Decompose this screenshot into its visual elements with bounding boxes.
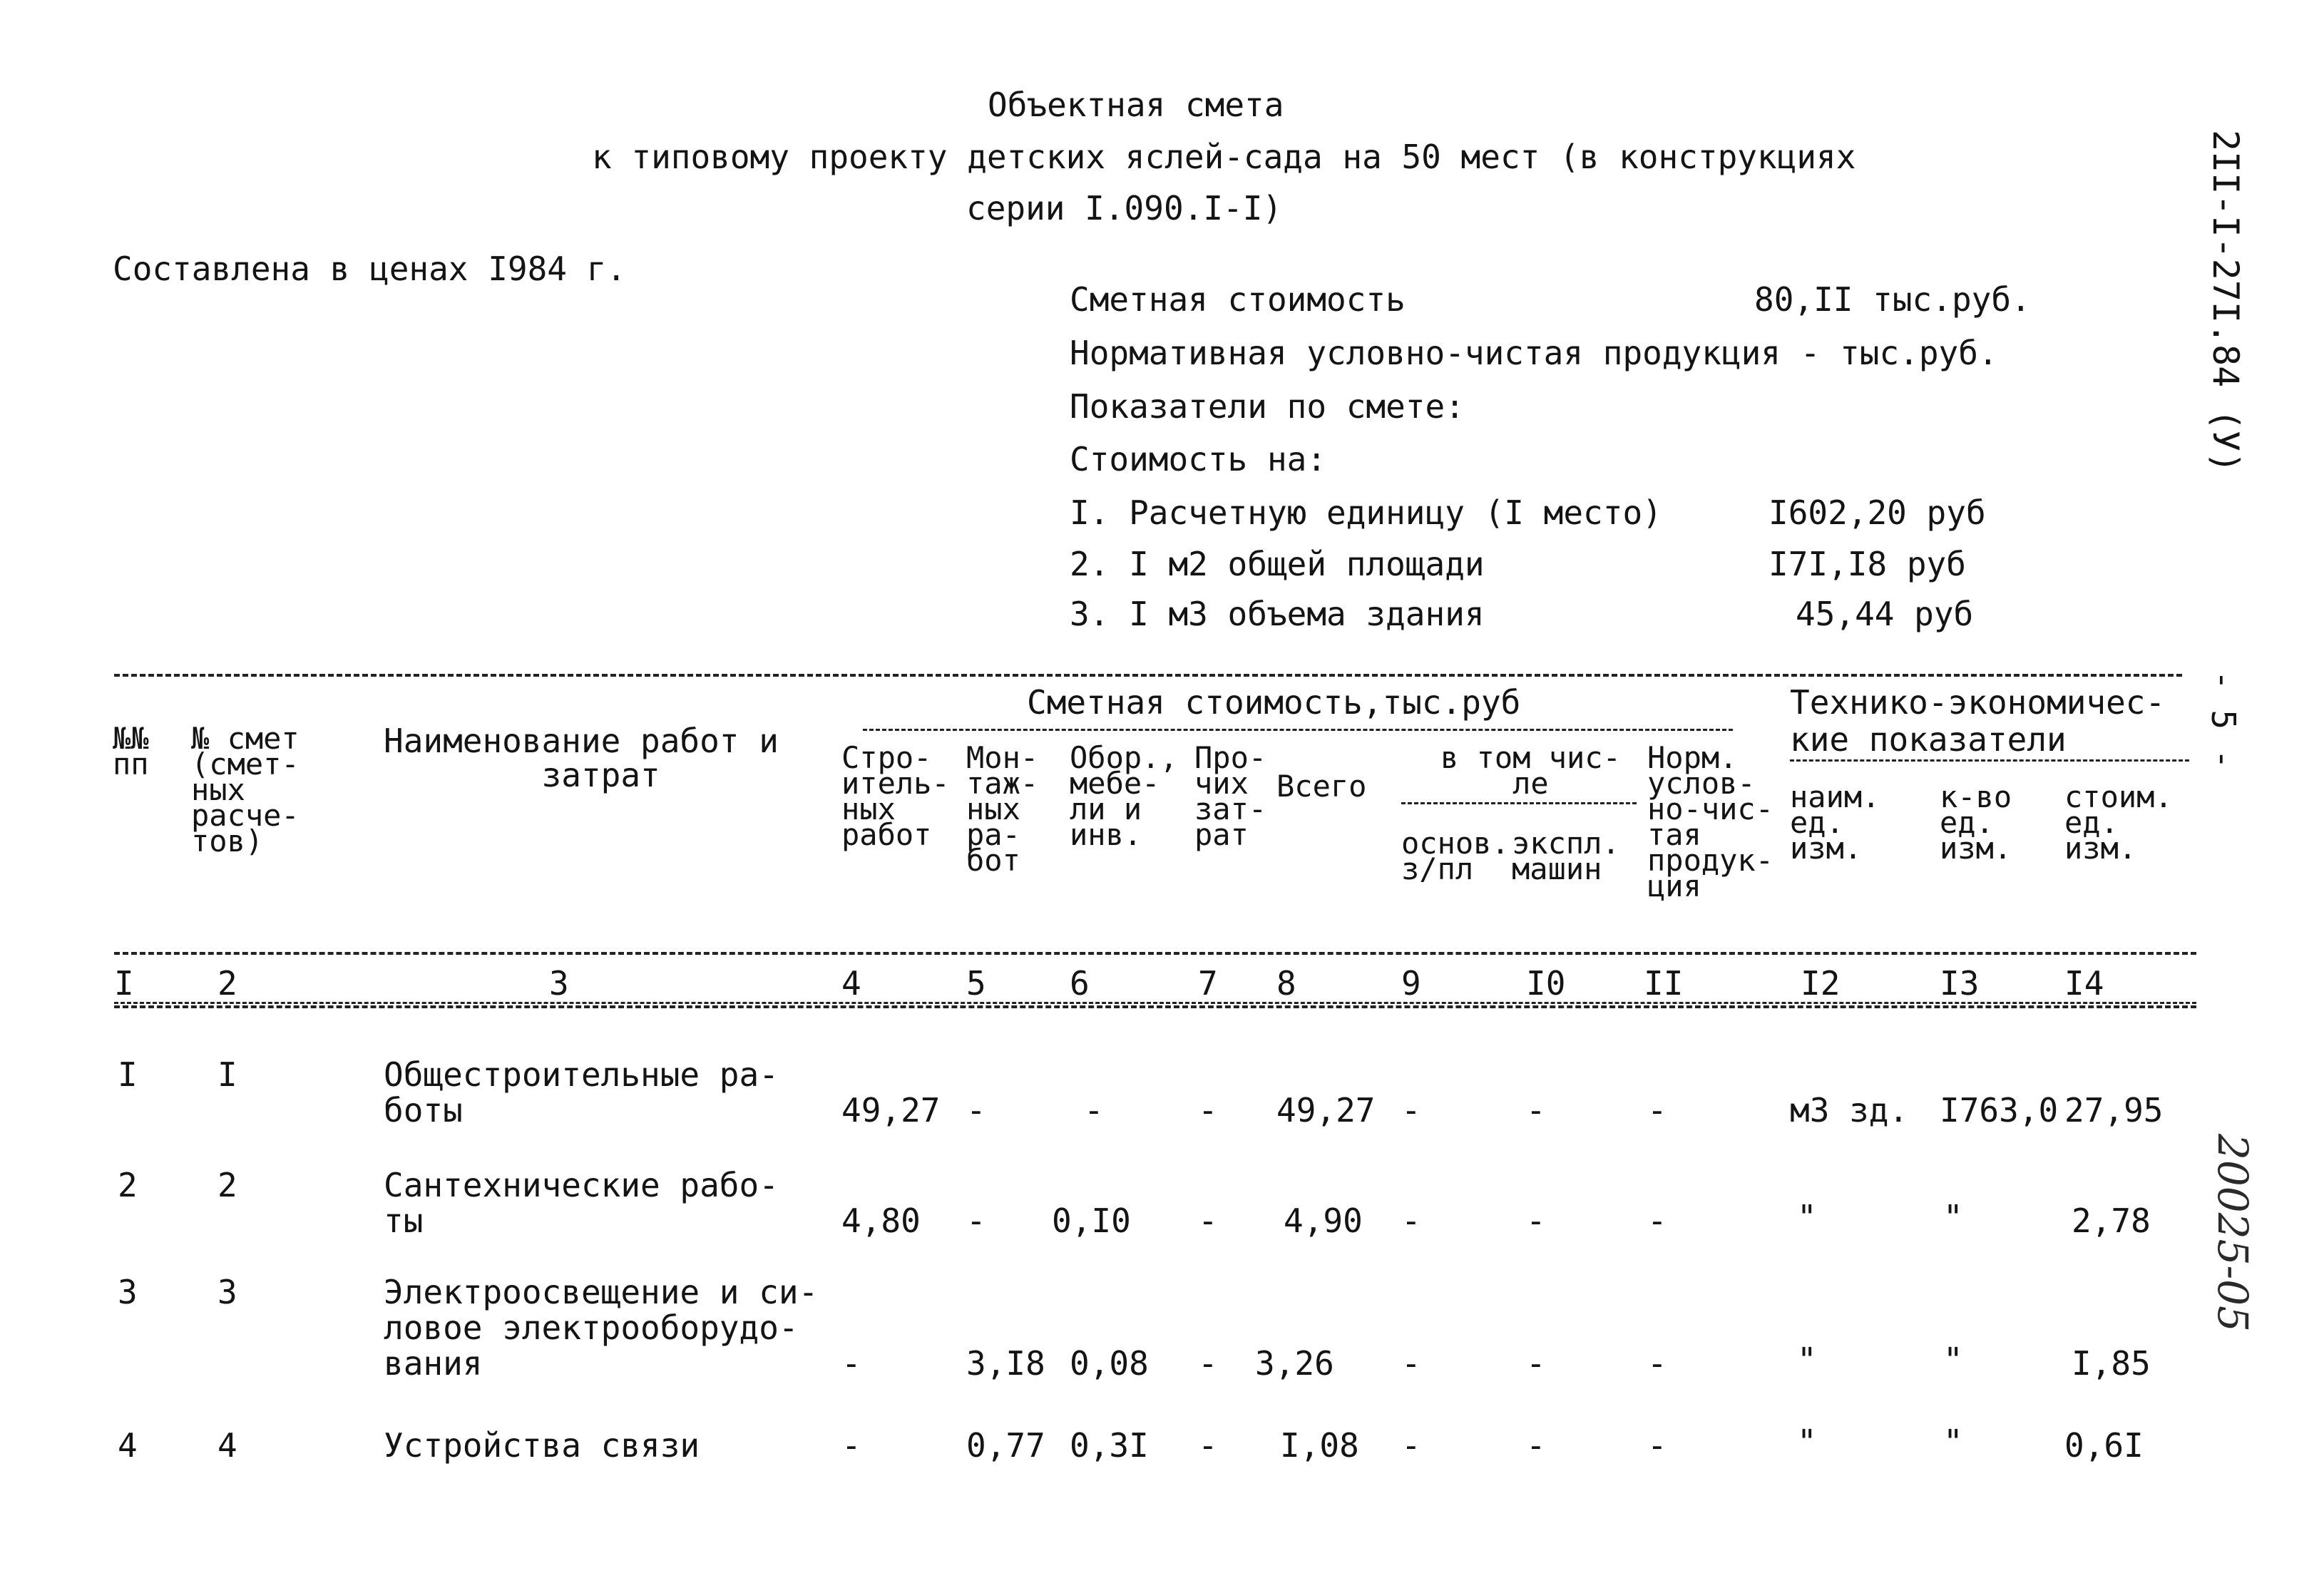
row-1-name-2: боты	[384, 1091, 463, 1129]
header-incl: в том чис- ле	[1440, 740, 1621, 801]
indicator-3-label: 3. I м3 объема здания	[1070, 595, 1485, 633]
row-4-c10: -	[1526, 1426, 1546, 1465]
col-num-13: I3	[1940, 964, 1980, 1003]
header-unit-qty: к-во ед. изм.	[1940, 779, 2012, 866]
row-1-c5: -	[966, 1091, 986, 1129]
row-3-c14: I,85	[2072, 1344, 2151, 1383]
row-2-estimate: 2	[217, 1166, 237, 1204]
row-3-c4: -	[841, 1344, 861, 1383]
title-line-2: к типовому проекту детских яслей-сада на 50 мест (в конструкциях	[592, 138, 1856, 176]
group-tech-underline	[1790, 759, 2189, 762]
col-num-11: II	[1644, 964, 1684, 1003]
col-num-12: I2	[1801, 964, 1841, 1003]
row-2-c9: -	[1401, 1202, 1421, 1240]
col-num-9: 9	[1401, 964, 1421, 1003]
row-4-number: 4	[118, 1426, 138, 1465]
header-installation: Мон- таж- ных ра- бот	[966, 740, 1039, 878]
incl-underline	[1401, 802, 1637, 804]
row-1-c10: -	[1526, 1091, 1546, 1129]
row-1-c14: 27,95	[2064, 1091, 2164, 1129]
header-name: Наименование работ и затрат	[384, 722, 779, 794]
row-1-estimate: I	[217, 1055, 237, 1094]
column-numbers-rule	[114, 1005, 2196, 1008]
header-unit-name: наим. ед. изм.	[1790, 779, 1880, 866]
group-cost-underline	[863, 729, 1733, 731]
header-unit-cost: стоим. ед. изм.	[2064, 779, 2173, 866]
normative-label: Нормативная условно-чистая продукция - тыс.руб.	[1070, 334, 1998, 372]
indicators-label: Показатели по смете:	[1070, 387, 1465, 426]
row-3-c8: 3,26	[1255, 1344, 1334, 1383]
header-bottom-rule	[114, 952, 2196, 955]
page-number: - 5 -	[2204, 670, 2243, 769]
header-machines: экспл. машин	[1512, 826, 1620, 886]
row-3-c13: "	[1943, 1341, 1963, 1379]
row-3-c10: -	[1526, 1344, 1546, 1383]
header-base-salary: основ. з/пл	[1401, 826, 1510, 886]
row-3-estimate: 3	[217, 1273, 237, 1311]
row-2-c12: "	[1797, 1198, 1817, 1236]
col-num-7: 7	[1198, 964, 1218, 1003]
row-3-c7: -	[1198, 1344, 1218, 1383]
column-numbers-underline	[114, 1002, 2196, 1004]
row-1-c6: -	[1084, 1091, 1104, 1129]
row-2-c6: 0,I0	[1052, 1202, 1131, 1240]
row-1-c7: -	[1198, 1091, 1218, 1129]
row-4-c8: I,08	[1280, 1426, 1359, 1465]
col-num-3: 3	[549, 964, 569, 1003]
row-2-c10: -	[1526, 1202, 1546, 1240]
row-2-name-2: ты	[384, 1202, 424, 1240]
col-num-5: 5	[966, 964, 986, 1003]
cost-value: 80,II тыс.руб.	[1754, 280, 2031, 319]
indicator-3-value: 45,44 руб	[1796, 595, 1974, 633]
indicator-1-value: I602,20 руб	[1768, 493, 1986, 532]
row-3-name-1: Электроосвещение и си-	[384, 1273, 819, 1311]
row-4-c12: "	[1797, 1423, 1817, 1461]
row-3-c12: "	[1797, 1341, 1817, 1379]
header-normative: Норм. услов- но-чис- тая продук- ция	[1647, 740, 1774, 903]
indicator-2-value: I7I,I8 руб	[1768, 545, 1966, 583]
row-2-name-1: Сантехнические рабо-	[384, 1166, 779, 1204]
header-equipment: Обор., мебе- ли и инв.	[1070, 740, 1178, 852]
row-4-name-1: Устройства связи	[384, 1426, 700, 1465]
row-2-c5: -	[966, 1202, 986, 1240]
row-3-c11: -	[1647, 1344, 1667, 1383]
row-1-number: I	[118, 1055, 138, 1094]
handwritten-number: 20025-05	[2208, 1134, 2257, 1332]
row-1-c4: 49,27	[841, 1091, 941, 1129]
row-4-c6: 0,3I	[1070, 1426, 1149, 1465]
prices-note: Составлена в ценах I984 г.	[113, 250, 627, 288]
indicator-2-label: 2. I м2 общей площади	[1070, 545, 1485, 583]
row-4-c14: 0,6I	[2064, 1426, 2144, 1465]
row-3-c9: -	[1401, 1344, 1421, 1383]
row-2-c8: 4,90	[1284, 1202, 1363, 1240]
header-estimate-no: № смет (смет- ных расче- тов)	[191, 721, 300, 859]
header-other: Про- чих зат- рат	[1194, 740, 1267, 852]
row-1-c8: 49,27	[1276, 1091, 1376, 1129]
row-1-c13: I763,0	[1940, 1091, 2059, 1129]
cost-label: Сметная стоимость	[1070, 280, 1406, 319]
row-2-c4: 4,80	[841, 1202, 921, 1240]
col-num-8: 8	[1276, 964, 1296, 1003]
row-4-c4: -	[841, 1426, 861, 1465]
header-total: Всего	[1276, 769, 1367, 804]
title-line-1: Объектная смета	[988, 86, 1284, 124]
row-3-c6: 0,08	[1070, 1344, 1149, 1383]
header-pp: №№ пп	[113, 721, 149, 782]
row-4-c7: -	[1198, 1426, 1218, 1465]
row-3-number: 3	[118, 1273, 138, 1311]
group-cost-header: Сметная стоимость,тыс.руб	[1027, 683, 1521, 722]
row-2-c14: 2,78	[2072, 1202, 2151, 1240]
row-4-c5: 0,77	[966, 1426, 1045, 1465]
row-3-name-2: ловое электрооборудо-	[384, 1308, 799, 1347]
row-4-c9: -	[1401, 1426, 1421, 1465]
title-line-3: серии I.090.I-I)	[966, 189, 1283, 227]
cost-per-label: Стоимость на:	[1070, 440, 1327, 478]
row-1-c12: м3 зд.	[1790, 1091, 1909, 1129]
row-4-c13: "	[1943, 1423, 1963, 1461]
row-4-c11: -	[1647, 1426, 1667, 1465]
row-1-name-1: Общестроительные ра-	[384, 1055, 779, 1094]
row-1-c9: -	[1401, 1091, 1421, 1129]
indicator-1-label: I. Расчетную единицу (I место)	[1070, 493, 1662, 532]
group-tech-header-1: Технико-экономичес-	[1790, 683, 2166, 722]
row-2-number: 2	[118, 1166, 138, 1204]
col-num-1: I	[114, 964, 134, 1003]
col-num-14: I4	[2064, 964, 2104, 1003]
group-tech-header-2: кие показатели	[1790, 720, 2067, 759]
row-3-c5: 3,I8	[966, 1344, 1045, 1383]
row-1-c11: -	[1647, 1091, 1667, 1129]
table-top-rule	[114, 674, 2182, 677]
col-num-4: 4	[841, 964, 861, 1003]
row-3-name-3: вания	[384, 1344, 483, 1383]
document-code-stamp: 2II-I-27I.84 (У)	[2205, 130, 2246, 473]
col-num-2: 2	[217, 964, 237, 1003]
col-num-6: 6	[1070, 964, 1090, 1003]
row-4-estimate: 4	[217, 1426, 237, 1465]
col-num-10: I0	[1526, 964, 1566, 1003]
row-2-c11: -	[1647, 1202, 1667, 1240]
row-2-c7: -	[1198, 1202, 1218, 1240]
header-construction: Стро- итель- ных работ	[841, 740, 950, 852]
row-2-c13: "	[1943, 1198, 1963, 1236]
